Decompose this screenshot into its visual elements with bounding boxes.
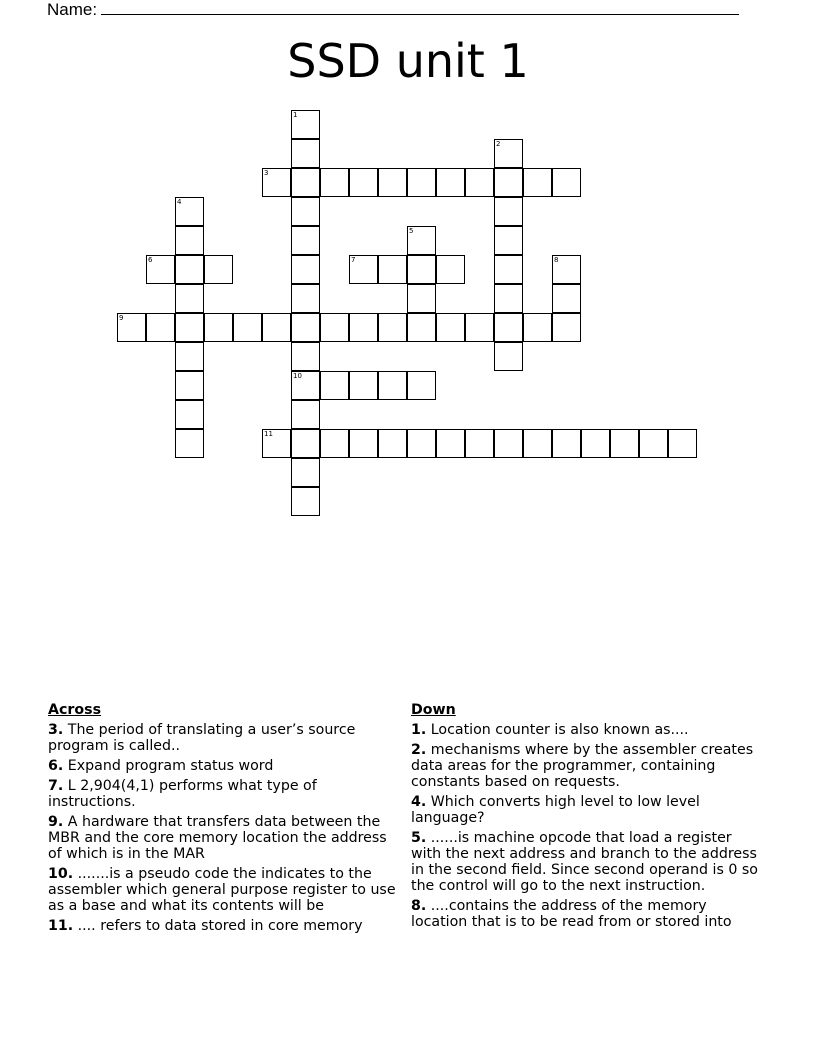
across-clue xyxy=(48,758,403,774)
crossword-cell[interactable] xyxy=(262,429,291,458)
clue-number: 4. xyxy=(411,794,427,810)
clue-text: ......is machine opcode that load a register with the next address and branch to the address in the second field. Since second operand is 0 so the control will go to the next instruction. xyxy=(411,830,758,894)
crossword-cell[interactable] xyxy=(552,168,581,197)
name-line xyxy=(47,0,739,20)
crossword-cell[interactable] xyxy=(291,313,320,342)
crossword-cell[interactable] xyxy=(668,429,697,458)
crossword-cell[interactable] xyxy=(552,429,581,458)
crossword-cell[interactable] xyxy=(175,255,204,284)
clue-text: Which converts high level to low level language? xyxy=(411,794,700,826)
clue-number: 1. xyxy=(411,722,427,738)
down-clue xyxy=(411,830,761,894)
crossword-cell[interactable] xyxy=(349,371,378,400)
crossword-cell[interactable] xyxy=(291,197,320,226)
across-clue xyxy=(48,918,403,934)
crossword-cell[interactable] xyxy=(494,139,523,168)
crossword-cell[interactable] xyxy=(320,313,349,342)
clue-number-label: 5 xyxy=(409,227,414,235)
clue-text: mechanisms where by the assembler creates data areas for the programmer, containing constants based on requests. xyxy=(411,742,754,790)
crossword-cell[interactable] xyxy=(320,168,349,197)
clue-number: 2. xyxy=(411,742,427,758)
crossword-cell[interactable] xyxy=(407,255,436,284)
down-clue xyxy=(411,794,761,826)
crossword-cell[interactable] xyxy=(291,458,320,487)
clue-number-label: 10 xyxy=(293,372,302,380)
crossword-cell[interactable] xyxy=(175,400,204,429)
crossword-cell[interactable] xyxy=(378,371,407,400)
crossword-cell[interactable] xyxy=(291,400,320,429)
down-clues xyxy=(411,702,761,934)
page-title: SSD unit 1 xyxy=(287,34,529,88)
clue-number-label: 11 xyxy=(264,430,273,438)
name-label: Name: xyxy=(47,0,98,19)
clue-text: A hardware that transfers data between the MBR and the core memory location the address of which is in the MAR xyxy=(48,814,387,862)
clue-text: .... refers to data stored in core memory xyxy=(73,918,363,934)
crossword-cell[interactable] xyxy=(320,429,349,458)
clue-number-label: 1 xyxy=(293,111,298,119)
crossword-cell[interactable] xyxy=(262,313,291,342)
crossword-cell[interactable] xyxy=(494,168,523,197)
clue-number: 7. xyxy=(48,778,64,794)
crossword-cell[interactable] xyxy=(407,313,436,342)
crossword-cell[interactable] xyxy=(291,110,320,139)
crossword-cell[interactable] xyxy=(494,429,523,458)
crossword-cell[interactable] xyxy=(465,313,494,342)
crossword-cell[interactable] xyxy=(436,255,465,284)
crossword-cell[interactable] xyxy=(407,168,436,197)
crossword-cell[interactable] xyxy=(494,226,523,255)
clue-number: 6. xyxy=(48,758,64,774)
across-clue xyxy=(48,722,403,754)
across-clue-list xyxy=(48,722,403,934)
clue-text: .......is a pseudo code the indicates to the assembler which general purpose register to use as a base and what its contents will be xyxy=(48,866,396,914)
crossword-cell[interactable] xyxy=(291,487,320,516)
crossword-cell[interactable] xyxy=(175,284,204,313)
crossword-cell[interactable] xyxy=(552,313,581,342)
crossword-cell[interactable] xyxy=(494,284,523,313)
crossword-cell[interactable] xyxy=(378,168,407,197)
crossword-cell[interactable] xyxy=(175,313,204,342)
clue-number: 11. xyxy=(48,918,74,934)
name-input-line[interactable] xyxy=(101,0,739,15)
crossword-cell[interactable] xyxy=(262,168,291,197)
clue-number-label: 9 xyxy=(119,314,124,322)
clue-number: 9. xyxy=(48,814,64,830)
down-heading: Down xyxy=(411,702,456,718)
across-clues xyxy=(48,702,403,938)
crossword-cell[interactable] xyxy=(349,168,378,197)
across-clue xyxy=(48,866,403,914)
crossword-cell[interactable] xyxy=(146,313,175,342)
clue-number-label: 2 xyxy=(496,140,501,148)
crossword-cell[interactable] xyxy=(523,168,552,197)
across-clue xyxy=(48,814,403,862)
across-heading: Across xyxy=(48,702,102,718)
crossword-cell[interactable] xyxy=(175,429,204,458)
crossword-cell[interactable] xyxy=(291,255,320,284)
crossword-cell[interactable] xyxy=(523,313,552,342)
crossword-cell[interactable] xyxy=(436,313,465,342)
crossword-cell[interactable] xyxy=(436,429,465,458)
clue-number-label: 7 xyxy=(351,256,356,264)
crossword-cell[interactable] xyxy=(291,429,320,458)
clue-text: The period of translating a user’s source program is called.. xyxy=(48,722,356,754)
clue-number: 10. xyxy=(48,866,74,882)
crossword-cell[interactable] xyxy=(581,429,610,458)
across-clue xyxy=(48,778,403,810)
crossword-cell[interactable] xyxy=(552,284,581,313)
crossword-cell[interactable] xyxy=(204,255,233,284)
crossword-cell[interactable] xyxy=(407,284,436,313)
clue-text: ....contains the address of the memory location that is to be read from or stored into xyxy=(411,898,732,930)
clue-number-label: 8 xyxy=(554,256,559,264)
crossword-cell[interactable] xyxy=(436,168,465,197)
crossword-cell[interactable] xyxy=(494,313,523,342)
crossword-cell[interactable] xyxy=(407,371,436,400)
down-clue xyxy=(411,898,761,930)
crossword-cell[interactable] xyxy=(349,313,378,342)
crossword-cell[interactable] xyxy=(610,429,639,458)
down-clue xyxy=(411,742,761,790)
crossword-cell[interactable] xyxy=(349,429,378,458)
crossword-cell[interactable] xyxy=(407,429,436,458)
crossword-cell[interactable] xyxy=(146,255,175,284)
crossword-cell[interactable] xyxy=(291,371,320,400)
clue-number-label: 6 xyxy=(148,256,153,264)
crossword-cell[interactable] xyxy=(291,226,320,255)
clue-text: Expand program status word xyxy=(63,758,274,774)
crossword-cell[interactable] xyxy=(523,429,552,458)
crossword-cell[interactable] xyxy=(378,429,407,458)
crossword-cell[interactable] xyxy=(465,429,494,458)
crossword-cell[interactable] xyxy=(378,313,407,342)
crossword-cell[interactable] xyxy=(320,371,349,400)
crossword-cell[interactable] xyxy=(117,313,146,342)
crossword-cell[interactable] xyxy=(175,197,204,226)
crossword-cell[interactable] xyxy=(291,168,320,197)
crossword-cell[interactable] xyxy=(494,342,523,371)
crossword-cell[interactable] xyxy=(175,226,204,255)
crossword-cell[interactable] xyxy=(291,284,320,313)
crossword-cell[interactable] xyxy=(175,342,204,371)
crossword-cell[interactable] xyxy=(639,429,668,458)
crossword-cell[interactable] xyxy=(465,168,494,197)
down-clue-list xyxy=(411,722,761,930)
crossword-cell[interactable] xyxy=(552,255,581,284)
clue-text: L 2,904(4,1) performs what type of instructions. xyxy=(48,778,317,810)
crossword-cell[interactable] xyxy=(494,197,523,226)
clue-number: 3. xyxy=(48,722,64,738)
clue-number: 5. xyxy=(411,830,427,846)
clue-number-label: 4 xyxy=(177,198,182,206)
crossword-cell[interactable] xyxy=(378,255,407,284)
crossword-cell[interactable] xyxy=(349,255,378,284)
clue-text: Location counter is also known as.... xyxy=(426,722,689,738)
clue-number: 8. xyxy=(411,898,427,914)
crossword-cell[interactable] xyxy=(291,139,320,168)
crossword-cell[interactable] xyxy=(291,342,320,371)
crossword-cell[interactable] xyxy=(175,371,204,400)
crossword-cell[interactable] xyxy=(233,313,262,342)
crossword-cell[interactable] xyxy=(494,255,523,284)
down-clue xyxy=(411,722,761,738)
crossword-cell[interactable] xyxy=(407,226,436,255)
clue-number-label: 3 xyxy=(264,169,269,177)
crossword-cell[interactable] xyxy=(204,313,233,342)
